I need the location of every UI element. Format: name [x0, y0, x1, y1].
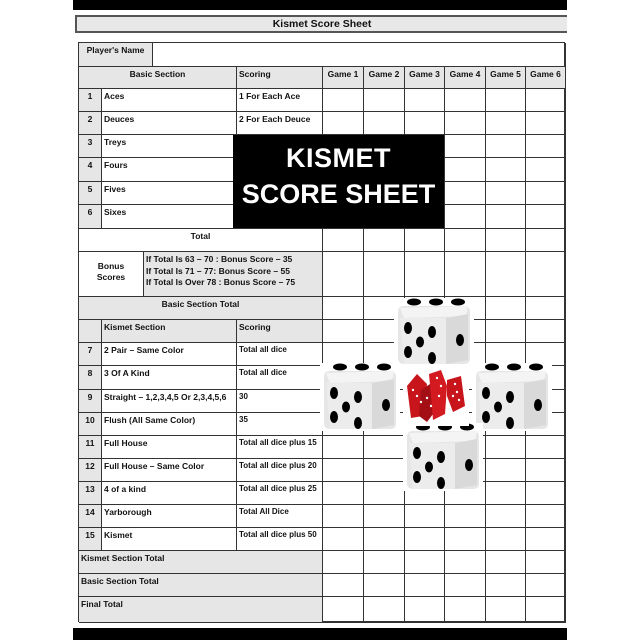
basic-section-total-game-6-cell[interactable] — [526, 297, 566, 320]
category-name: 4 of a kind — [102, 482, 237, 505]
final-total-2-game-5-cell[interactable] — [486, 574, 526, 597]
bonus-game-5-cell[interactable] — [486, 252, 526, 297]
category-name: Deuces — [102, 112, 237, 135]
basic-row-1-game-1-cell[interactable] — [323, 89, 364, 112]
basic-row-2-game-3-cell[interactable] — [405, 112, 445, 135]
basic-row-5-game-6-cell[interactable] — [526, 182, 566, 205]
final-total-2-game-6-cell[interactable] — [526, 574, 566, 597]
scoring-rule: 30 — [237, 390, 323, 413]
basic-row-2-game-2-cell[interactable] — [364, 112, 405, 135]
final-total-1-game-2-cell[interactable] — [364, 551, 405, 574]
kismet-header-blank — [79, 320, 102, 343]
final-total-2-game-1-cell[interactable] — [323, 574, 364, 597]
basic-row-1-game-6-cell[interactable] — [526, 89, 566, 112]
category-name: Sixes — [102, 205, 237, 229]
kismet-row-12-game-2-cell[interactable] — [364, 459, 405, 482]
row-number: 1 — [79, 89, 102, 112]
row-number: 14 — [79, 505, 102, 528]
basic-section-total-label: Basic Section Total — [79, 297, 323, 320]
game-6-header: Game 6 — [526, 67, 566, 89]
kismet-row-11-game-2-cell[interactable] — [364, 436, 405, 459]
category-name: Treys — [102, 135, 237, 158]
kismet-row-14-game-6-cell[interactable] — [526, 505, 566, 528]
row-number: 9 — [79, 390, 102, 413]
row-number: 5 — [79, 182, 102, 205]
final-total-1-game-5-cell[interactable] — [486, 551, 526, 574]
kismet-row-15-game-1-cell[interactable] — [323, 528, 364, 551]
scoring-rule: 2 For Each Deuce — [237, 112, 323, 135]
kismet-row-13-game-1-cell[interactable] — [323, 482, 364, 505]
bonus-game-1-cell[interactable] — [323, 252, 364, 297]
category-name: Straight – 1,2,3,4,5 Or 2,3,4,5,6 — [102, 390, 237, 413]
bonus-game-4-cell[interactable] — [445, 252, 486, 297]
basic-row-6-game-5-cell[interactable] — [486, 205, 526, 229]
kismet-row-15-game-6-cell[interactable] — [526, 528, 566, 551]
total-label: Kismet Section Total — [79, 551, 323, 574]
kismet-header-game-5-cell[interactable] — [486, 320, 526, 343]
bonus-game-6-cell[interactable] — [526, 252, 566, 297]
final-total-3-game-1-cell[interactable] — [323, 597, 364, 623]
final-total-3-game-6-cell[interactable] — [526, 597, 566, 623]
scoring-rule: 35 — [237, 413, 323, 436]
final-total-1-game-4-cell[interactable] — [445, 551, 486, 574]
final-total-1-game-3-cell[interactable] — [405, 551, 445, 574]
row-number: 11 — [79, 436, 102, 459]
kismet-row-11-game-1-cell[interactable] — [323, 436, 364, 459]
row-number: 3 — [79, 135, 102, 158]
category-name: Full House — [102, 436, 237, 459]
category-name: 3 Of A Kind — [102, 366, 237, 390]
final-total-3-game-3-cell[interactable] — [405, 597, 445, 623]
basic-total-game-6-cell[interactable] — [526, 229, 566, 252]
final-total-3-game-5-cell[interactable] — [486, 597, 526, 623]
scoring-rule: Total all dice — [237, 343, 323, 366]
basic-row-5-game-5-cell[interactable] — [486, 182, 526, 205]
basic-total-label: Total — [79, 229, 323, 252]
bottom-black-bar — [73, 628, 567, 640]
final-total-2-game-3-cell[interactable] — [405, 574, 445, 597]
kismet-row-12-game-1-cell[interactable] — [323, 459, 364, 482]
basic-row-2-game-4-cell[interactable] — [445, 112, 486, 135]
basic-row-2-game-1-cell[interactable] — [323, 112, 364, 135]
basic-total-game-1-cell[interactable] — [323, 229, 364, 252]
category-name: Flush (All Same Color) — [102, 413, 237, 436]
basic-scoring-header: Scoring — [237, 67, 323, 89]
white-die-icon — [472, 363, 552, 431]
kismet-header-game-6-cell[interactable] — [526, 320, 566, 343]
basic-row-1-game-5-cell[interactable] — [486, 89, 526, 112]
bonus-rule: If Total Is 63 – 70 : Bonus Score – 35 — [146, 254, 293, 264]
basic-row-1-game-3-cell[interactable] — [405, 89, 445, 112]
game-5-header: Game 5 — [486, 67, 526, 89]
category-name: 2 Pair – Same Color — [102, 343, 237, 366]
total-label: Basic Section Total — [79, 574, 323, 597]
row-number: 10 — [79, 413, 102, 436]
bonus-label-2: Scores — [96, 272, 126, 282]
bonus-rule: If Total Is Over 78 : Bonus Score – 75 — [146, 277, 296, 287]
basic-row-1-game-2-cell[interactable] — [364, 89, 405, 112]
basic-row-3-game-4-cell[interactable] — [445, 135, 486, 158]
banner-line-1: KISMET — [285, 143, 391, 173]
top-black-bar — [73, 0, 567, 10]
kismet-header-game-1-cell[interactable] — [323, 320, 364, 343]
player-name-input[interactable] — [153, 43, 566, 67]
bonus-rules — [144, 252, 323, 297]
basic-total-game-3-cell[interactable] — [405, 229, 445, 252]
scoring-rule: Total all dice — [237, 366, 323, 390]
white-die-icon — [394, 298, 474, 366]
row-number: 6 — [79, 205, 102, 229]
basic-row-3-game-5-cell[interactable] — [486, 135, 526, 158]
final-total-2-game-4-cell[interactable] — [445, 574, 486, 597]
category-name: Kismet — [102, 528, 237, 551]
basic-total-game-5-cell[interactable] — [486, 229, 526, 252]
player-name-label: Player's Name — [79, 43, 153, 67]
row-number: 15 — [79, 528, 102, 551]
game-3-header: Game 3 — [405, 67, 445, 89]
basic-section-header: Basic Section — [79, 67, 237, 89]
kismet-row-15-game-2-cell[interactable] — [364, 528, 405, 551]
basic-row-4-game-4-cell[interactable] — [445, 158, 486, 182]
basic-total-game-2-cell[interactable] — [364, 229, 405, 252]
kismet-row-14-game-4-cell[interactable] — [445, 505, 486, 528]
game-2-header: Game 2 — [364, 67, 405, 89]
basic-row-3-game-6-cell[interactable] — [526, 135, 566, 158]
basic-row-5-game-4-cell[interactable] — [445, 182, 486, 205]
kismet-row-13-game-5-cell[interactable] — [486, 482, 526, 505]
kismet-row-14-game-2-cell[interactable] — [364, 505, 405, 528]
final-total-1-game-1-cell[interactable] — [323, 551, 364, 574]
category-name: Full House – Same Color — [102, 459, 237, 482]
category-name: Yarborough — [102, 505, 237, 528]
sheet-title: Kismet Score Sheet — [75, 15, 567, 33]
game-4-header: Game 4 — [445, 67, 486, 89]
kismet-row-15-game-3-cell[interactable] — [405, 528, 445, 551]
basic-section-total-game-5-cell[interactable] — [486, 297, 526, 320]
kismet-row-14-game-3-cell[interactable] — [405, 505, 445, 528]
kismet-row-14-game-1-cell[interactable] — [323, 505, 364, 528]
final-total-3-game-4-cell[interactable] — [445, 597, 486, 623]
kismet-row-15-game-5-cell[interactable] — [486, 528, 526, 551]
bonus-label-1: Bonus — [97, 261, 125, 271]
bonus-rule: If Total Is 71 – 77: Bonus Score – 55 — [146, 265, 290, 276]
kismet-row-14-game-5-cell[interactable] — [486, 505, 526, 528]
category-name: Aces — [102, 89, 237, 112]
category-name: Fives — [102, 182, 237, 205]
score-sheet-table — [78, 42, 565, 622]
game-1-header: Game 1 — [323, 67, 364, 89]
basic-row-6-game-4-cell[interactable] — [445, 205, 486, 229]
banner-line-2: SCORE SHEET — [241, 179, 436, 209]
basic-row-4-game-6-cell[interactable] — [526, 158, 566, 182]
bonus-game-2-cell[interactable] — [364, 252, 405, 297]
scoring-rule: Total all dice plus 15 — [237, 436, 323, 459]
basic-row-6-game-6-cell[interactable] — [526, 205, 566, 229]
kismet-row-13-game-6-cell[interactable] — [526, 482, 566, 505]
scoring-rule: 1 For Each Ace — [237, 89, 323, 112]
scoring-rule: Total all dice plus 20 — [237, 459, 323, 482]
row-number: 8 — [79, 366, 102, 390]
final-total-1-game-6-cell[interactable] — [526, 551, 566, 574]
basic-row-2-game-6-cell[interactable] — [526, 112, 566, 135]
final-total-2-game-2-cell[interactable] — [364, 574, 405, 597]
basic-row-1-game-4-cell[interactable] — [445, 89, 486, 112]
white-die-icon — [403, 423, 483, 491]
kismet-scoring-header: Scoring — [237, 320, 323, 343]
row-number: 7 — [79, 343, 102, 366]
row-number: 13 — [79, 482, 102, 505]
kismet-row-15-game-4-cell[interactable] — [445, 528, 486, 551]
red-dice-cluster-icon — [403, 366, 469, 426]
kismet-row-12-game-5-cell[interactable] — [486, 459, 526, 482]
row-number: 12 — [79, 459, 102, 482]
category-name: Fours — [102, 158, 237, 182]
scoring-rule: Total All Dice — [237, 505, 323, 528]
basic-row-2-game-5-cell[interactable] — [486, 112, 526, 135]
basic-row-4-game-5-cell[interactable] — [486, 158, 526, 182]
scoring-rule: Total all dice plus 25 — [237, 482, 323, 505]
bonus-game-3-cell[interactable] — [405, 252, 445, 297]
row-number: 4 — [79, 158, 102, 182]
white-die-icon — [320, 363, 400, 431]
bonus-scores-label — [79, 252, 144, 297]
kismet-section-header: Kismet Section — [102, 320, 237, 343]
total-label: Final Total — [79, 597, 323, 623]
scoring-rule: Total all dice plus 50 — [237, 528, 323, 551]
kismet-row-13-game-2-cell[interactable] — [364, 482, 405, 505]
kismet-row-11-game-6-cell[interactable] — [526, 436, 566, 459]
final-total-3-game-2-cell[interactable] — [364, 597, 405, 623]
basic-total-game-4-cell[interactable] — [445, 229, 486, 252]
row-number: 2 — [79, 112, 102, 135]
basic-section-total-game-1-cell[interactable] — [323, 297, 364, 320]
kismet-row-11-game-5-cell[interactable] — [486, 436, 526, 459]
kismet-banner — [233, 135, 444, 228]
kismet-row-12-game-6-cell[interactable] — [526, 459, 566, 482]
